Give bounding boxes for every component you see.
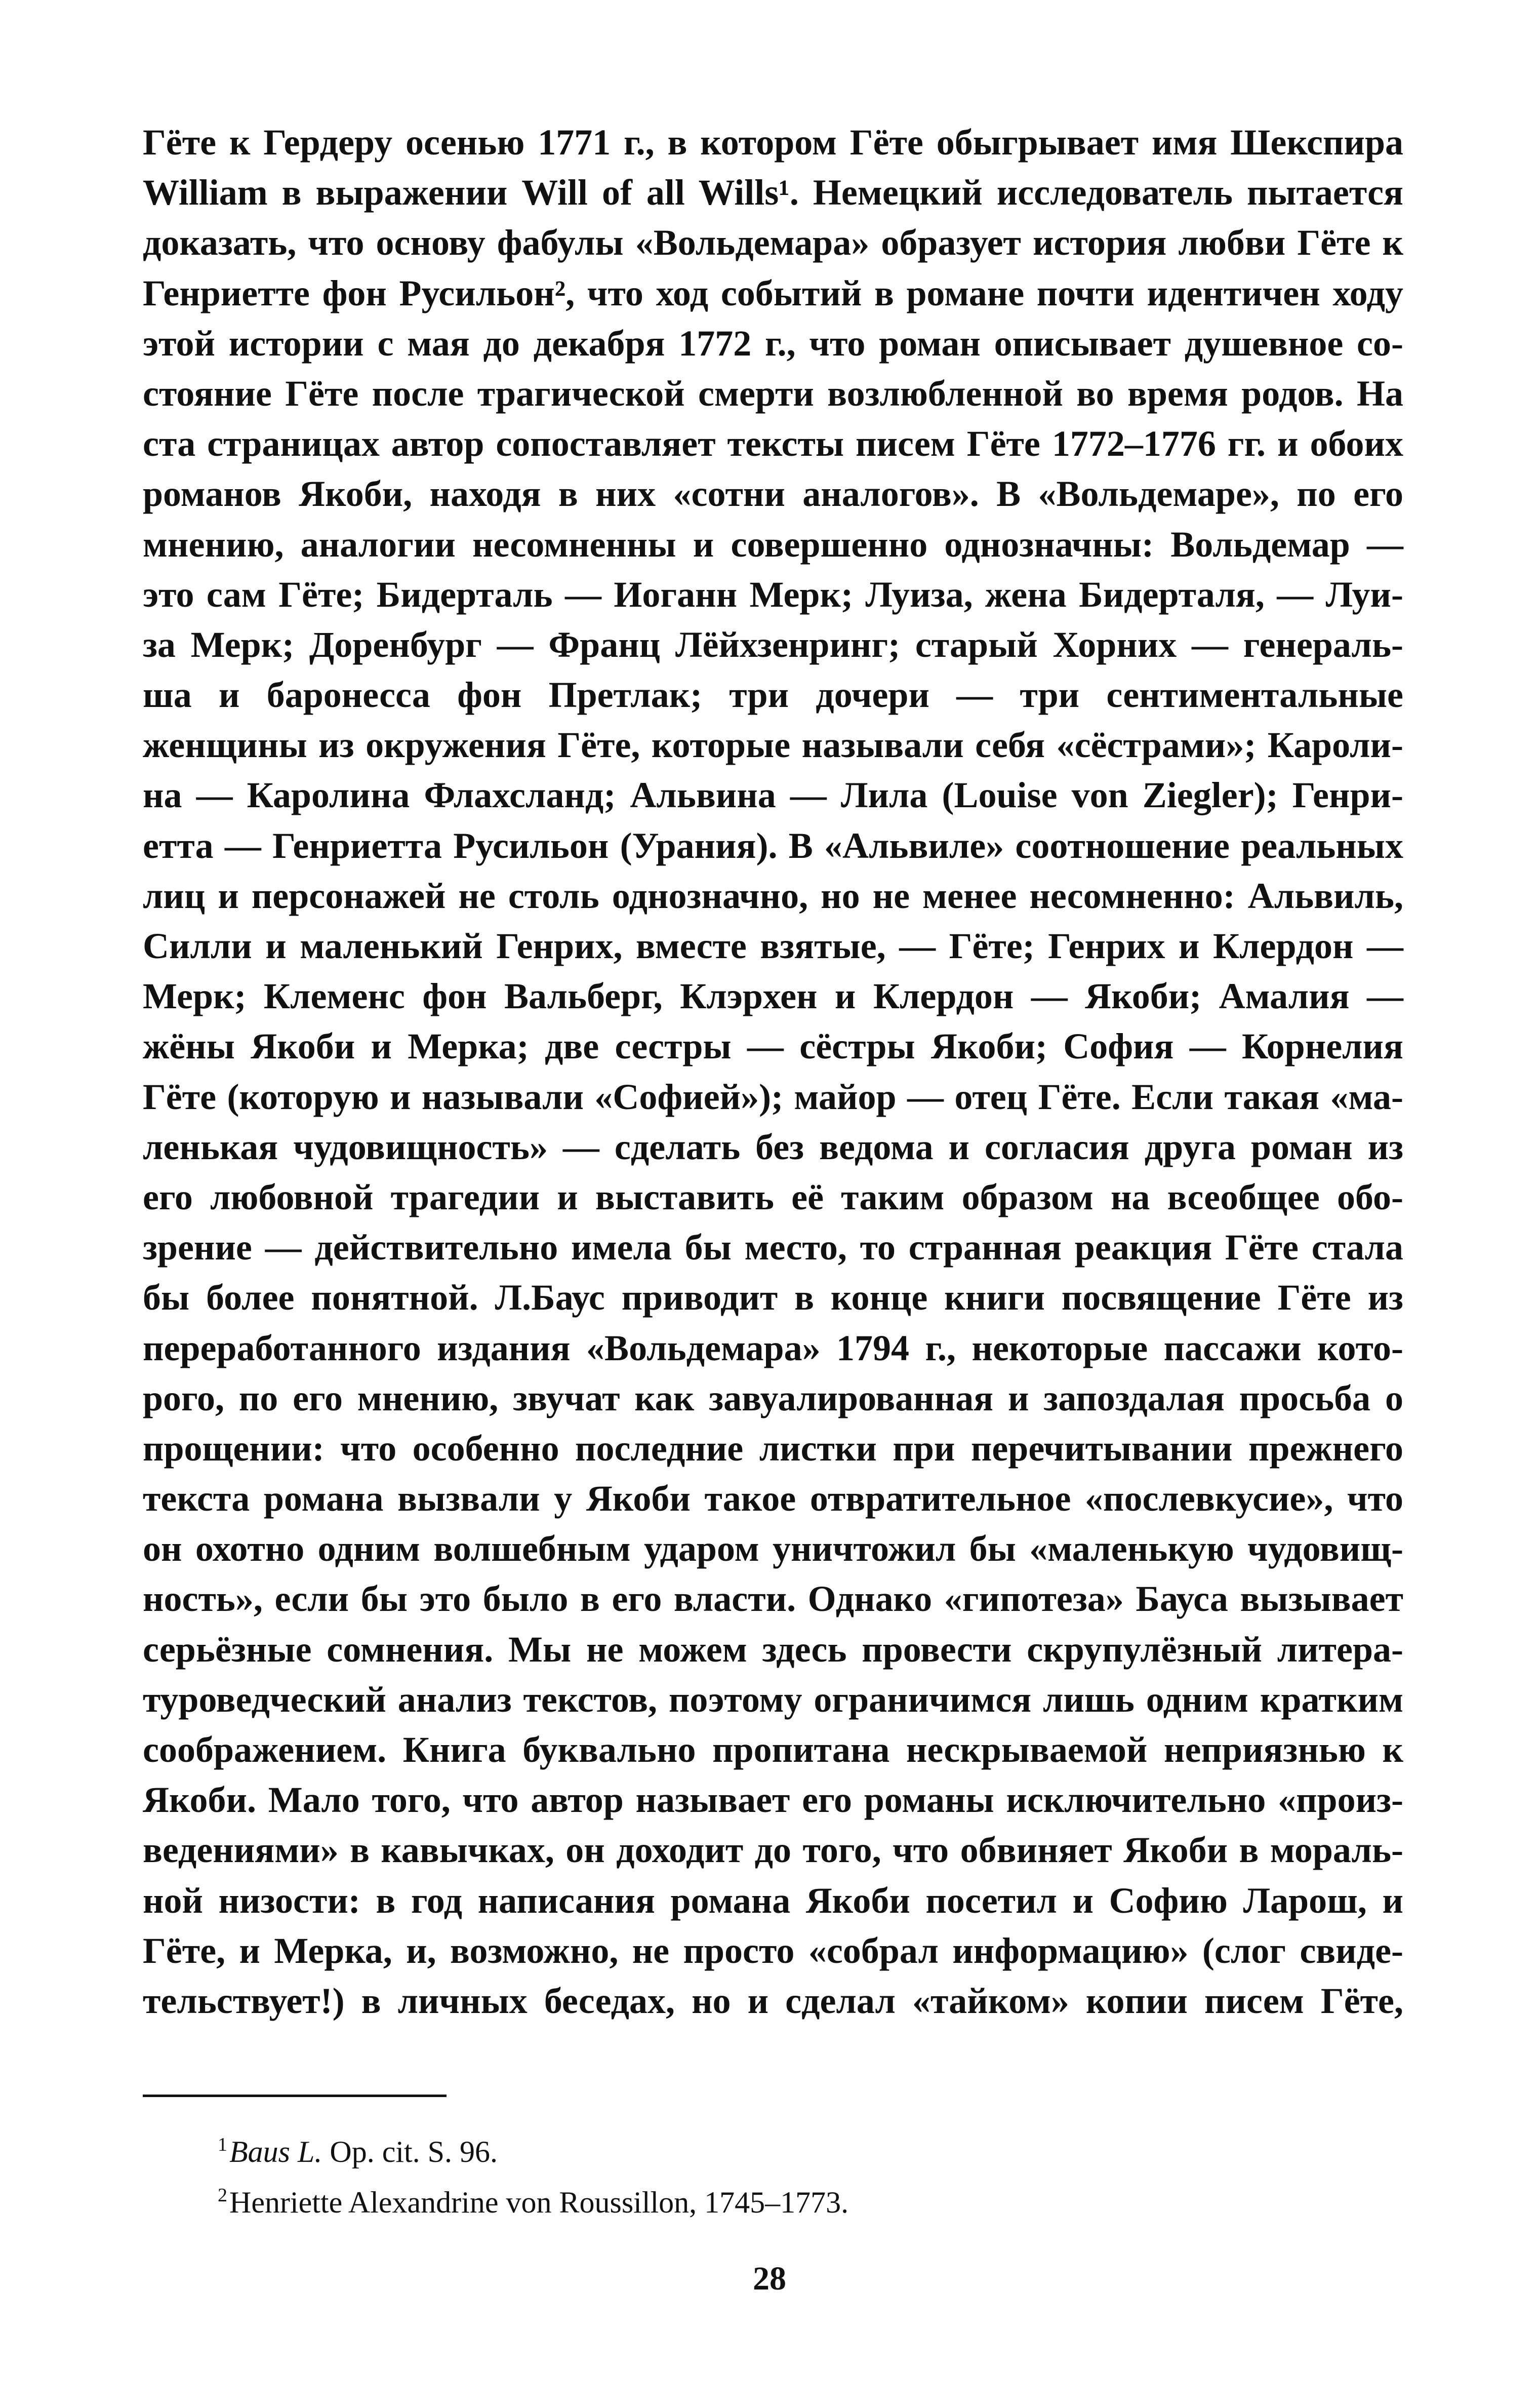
text-line: серьёзные сомнения. Мы не можем здесь провести скрупулёзный литера- xyxy=(143,1629,1403,1670)
footnote-separator xyxy=(143,2095,447,2097)
text-line: доказать, что основу фабулы «Вольдемара» образует история любви Гёте к xyxy=(143,222,1403,263)
text-line: William в выражении Will of all Wills¹. Немецкий исследователь пытается xyxy=(143,172,1403,213)
text-line: ность», если бы это было в его власти. Однако «гипотеза» Бауса вызывает xyxy=(143,1578,1403,1620)
text-line: его любовной трагедии и выставить её таким образом на всеобщее обо- xyxy=(143,1176,1403,1217)
text-line: переработанного издания «Вольдемара» 1794 г., некоторые пассажи кото- xyxy=(143,1327,1403,1368)
text-line: ша и баронесса фон Претлак; три дочери — три сентиментальные xyxy=(143,675,1403,716)
text-line: за Мерк; Доренбург — Франц Лёйхзенринг; старый Хорних — генераль- xyxy=(143,624,1403,665)
footnote-2 xyxy=(218,2170,1382,2221)
footnotes xyxy=(218,2119,1382,2221)
footnote-author: Baus L. xyxy=(229,2135,322,2168)
text-line: Якоби. Мало того, что автор называет его романы исключительно «произ- xyxy=(143,1780,1403,1821)
footnote-text: Henriette Alexandrine von Roussillon, 1745–1773. xyxy=(229,2186,849,2219)
text-line: етта — Генриетта Русильон (Урания). В «Альвиле» соотношение реальных xyxy=(143,825,1403,866)
page-number: 28 xyxy=(753,2260,786,2297)
text-line: мнению, аналогии несомненны и совершенно однозначны: Вольдемар — xyxy=(143,524,1403,565)
text-line: Мерк; Клеменс фон Вальберг, Клэрхен и Клердон — Якоби; Амалия — xyxy=(143,976,1403,1017)
text-line: туроведческий анализ текстов, поэтому ограничимся лишь одним кратким xyxy=(143,1679,1403,1720)
text-line: Гёте к Гердеру осенью 1771 г., в котором Гёте обыгрывает имя Шекспира xyxy=(143,122,1403,163)
text-line: бы более понятной. Л.Баус приводит в конце книги посвящение Гёте из xyxy=(143,1277,1403,1318)
text-line: Гёте (которую и называли «Софией»); майор — отец Гёте. Если такая «ма- xyxy=(143,1076,1403,1117)
text-line: стояние Гёте после трагической смерти возлюбленной во время родов. На xyxy=(143,373,1403,414)
text-line: это сам Гёте; Бидерталь — Иоганн Мерк; Луиза, жена Бидерталя, — Луи- xyxy=(143,574,1403,615)
text-line: прощении: что особенно последние листки при перечитывании прежнего xyxy=(143,1428,1403,1469)
text-line: жёны Якоби и Мерка; две сестры — сёстры Якоби; София — Корнелия xyxy=(143,1026,1403,1067)
text-line: тельствует!) в личных беседах, но и сделал «тайком» копии писем Гёте, xyxy=(143,1980,1403,2021)
text-line: текста романа вызвали у Якоби такое отвратительное «послевкусие», что xyxy=(143,1478,1403,1519)
text-line: ста страницах автор сопоставляет тексты писем Гёте 1772–1776 гг. и обоих xyxy=(143,423,1403,464)
text-line: Гёте, и Мерка, и, возможно, не просто «собрал информацию» (слог свиде- xyxy=(143,1930,1403,1971)
text-line: лиц и персонажей не столь однозначно, но не менее несомненно: Альвиль, xyxy=(143,875,1403,916)
text-line: Силли и маленький Генрих, вместе взятые, — Гёте; Генрих и Клердон — xyxy=(143,926,1403,966)
text-line: Генриетте фон Русильон², что ход событий в романе почти идентичен ходу xyxy=(143,272,1403,313)
text-line: он охотно одним волшебным ударом уничтожил бы «маленькую чудовищ- xyxy=(143,1528,1403,1569)
text-line: на — Каролина Флахсланд; Альвина — Лила (Louise von Ziegler); Генри- xyxy=(143,775,1403,816)
text-line: рого, по его мнению, звучат как завуалированная и запоздалая просьба о xyxy=(143,1377,1403,1418)
text-line: соображением. Книга буквально пропитана нескрываемой неприязнью к xyxy=(143,1729,1403,1770)
text-line: романов Якоби, находя в них «сотни аналогов». В «Вольдемаре», по его xyxy=(143,473,1403,515)
text-line: ленькая чудовищность» — сделать без ведома и согласия друга роман из xyxy=(143,1126,1403,1167)
body-text xyxy=(143,117,1403,2026)
text-line: женщины из окружения Гёте, которые называли себя «сёстрами»; Кароли- xyxy=(143,725,1403,766)
footnote-number: 2 xyxy=(218,2185,227,2206)
footnote-number: 1 xyxy=(218,2134,227,2155)
text-line: ведениями» в кавычках, он доходит до того, что обвиняет Якоби в мораль- xyxy=(143,1830,1403,1871)
text-line: этой истории с мая до декабря 1772 г., что роман описывает душевное со- xyxy=(143,323,1403,364)
footnote-text: Op. cit. S. 96. xyxy=(322,2135,498,2168)
text-line: ной низости: в год написания романа Якоби посетил и Софию Ларош, и xyxy=(143,1880,1403,1921)
text-line: зрение — действительно имела бы место, то странная реакция Гёте стала xyxy=(143,1227,1403,1268)
footnote-1 xyxy=(218,2119,1382,2170)
